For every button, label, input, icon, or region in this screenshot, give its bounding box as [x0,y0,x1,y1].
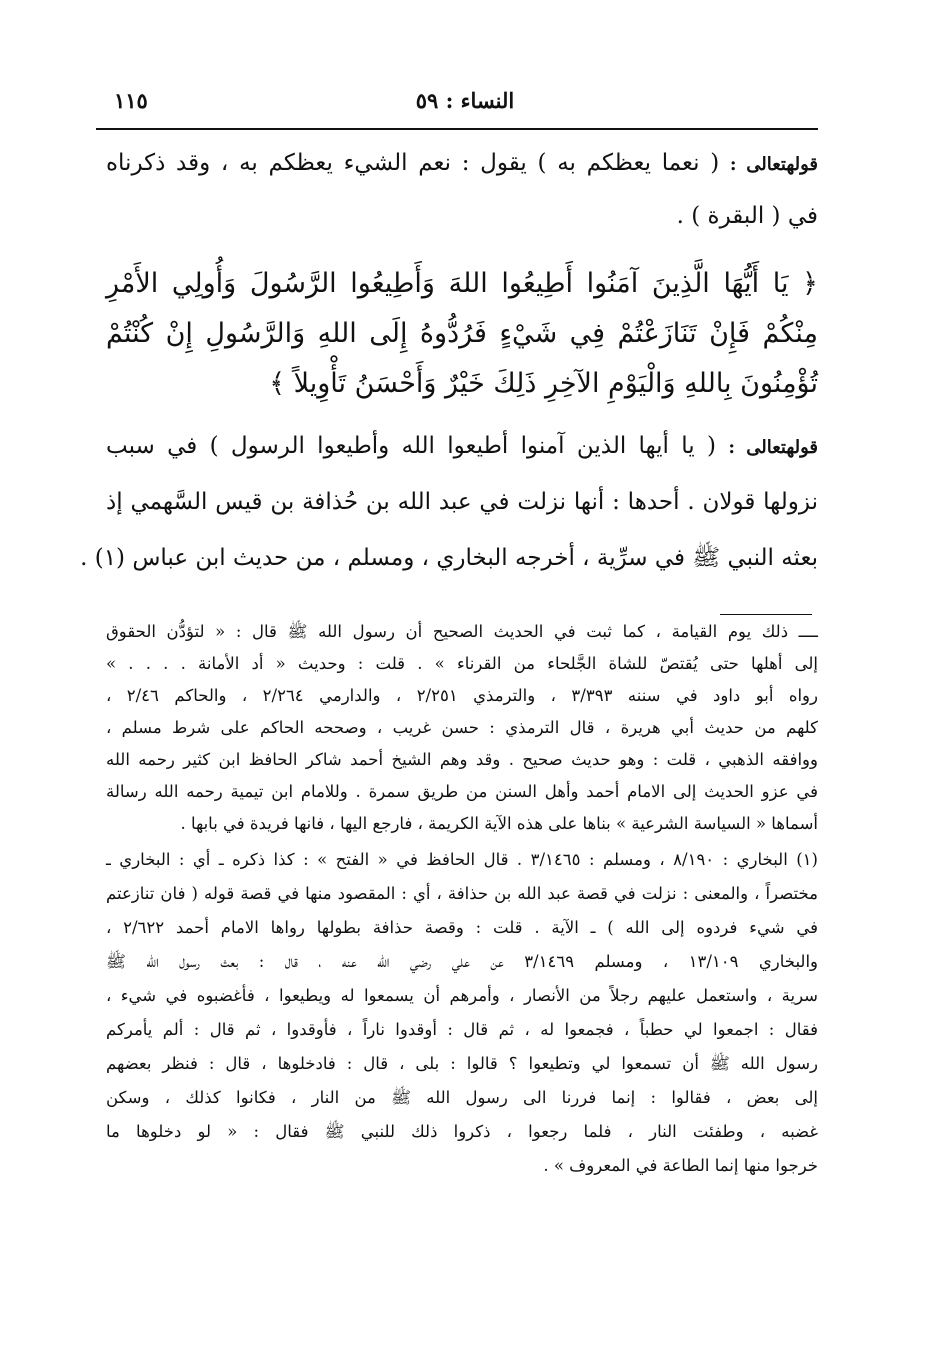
para1-text-1: ( نعما يعظكم به ) يقول : نعم الشيء يعظكم به ، وقد ذكرناه [106,150,720,176]
header-rule [96,128,818,130]
footnote-line: رواه أبو داود في سننه ٣/٣٩٣ ، والترمذي ٢/٢٥١ ، والدارمي ٢/٢٦٤ ، والحاكم ٢/٤٦ ، [106,686,818,705]
footnote-1-line: في شيء فردوه إلى الله ) ـ الآية . قلت : وقصة حذافة بطولها رواها الامام أحمد ٢/٦٢٢ ، [106,918,818,937]
running-title: النساء : ٥٩ [415,88,515,113]
footnote-1-line: سرية ، واستعمل عليهم رجلاً من الأنصار ، وأمرهم أن يسمعوا له ويطيعوا ، فأغضبوه في شيء ، [106,986,818,1005]
footnote-1-line: إلى بعض ، فقالوا : إنما فررنا الى رسول الله ﷺ من النار ، فكانوا كذلك ، وسكن [106,1088,818,1107]
footnote-1-line: (١) البخاري : ٨/١٩٠ ، ومسلم : ٣/١٤٦٥ . قال الحافظ في « الفتح » : كذا ذكره ـ أي : البخاري ـ [106,850,818,869]
footnote-line: ووافقه الذهبي ، قلت : وهو حديث صحيح . وقد وهم الشيخ أحمد شاكر الحافظ ابن كثير رحمه الله [106,750,818,769]
footnote-line: كلهم من حديث أبي هريرة ، قال الترمذي : حسن غريب ، وصححه الحاكم على شرط مسلم ، [106,718,818,737]
footnote-1-line: غضبه ، وطفئت النار ، فلما رجعوا ، ذكروا ذلك للنبي ﷺ فقال : « لو دخلوها ما [106,1122,818,1141]
footnote-1-line: مختصراً ، والمعنى : نزلت في قصة عبد الله بن حذافة ، أي : المقصود منها في قصة قوله ( فان تنازعتم [106,884,818,903]
para1-line-2: في ( البقرة ) . [676,203,818,229]
para1-line-1 [106,145,818,183]
para2-label: قولهتعالى : [728,437,819,458]
footnote-1-line: رسول الله ﷺ أن تسمعوا لي وتطيعوا ؟ قالوا : بلى ، قال : فادخلوها ، قال : فنظر بعضهم [106,1054,818,1073]
para2-line-1 [106,428,818,466]
verse-line-1: ﴿ يَا أَيُّهَا الَّذِينَ آمَنُوا أَطِيعُوا اللهَ وَأَطِيعُوا الرَّسُولَ وَأُولِي الأَمْرِ [106,268,818,299]
footnote-line: في عزو الحديث إلى الامام أحمد وأهل السنن من طريق سمرة . وللامام ابن تيمية رحمه الله رسالة [106,782,818,801]
verse-line-3: تُؤْمِنُونَ بِاللهِ وَالْيَوْمِ الآخِرِ ذَلِكَ خَيْرٌ وَأَحْسَنُ تَأْوِيلاً ﴾ [269,368,818,399]
footnote-1-line: خرجوا منها إنما الطاعة في المعروف » . [543,1156,818,1175]
footnote-line: أسماها « السياسة الشرعية » بناها على هذه الآية الكريمة ، فارجع اليها ، فانها فريدة في بابها . [180,814,818,833]
para1-label: قولهتعالى : [729,154,819,175]
footnote-1-line: والبخاري ١٣/١٠٩ ، ومسلم ٣/١٤٦٩ عن علي رضي الله عنه ، قال : بعث رسول الله ﷺ [106,952,818,971]
verse-line-2: مِنْكُمْ فَإِنْ تَنَازَعْتُمْ فِي شَيْءٍ فَرُدُّوهُ إِلَى اللهِ وَالرَّسُولِ إِنْ كُنْتُمْ [106,318,818,349]
para2-text-1: ( يا أيها الذين آمنوا أطيعوا الله وأطيعوا الرسول ) في سبب [106,433,716,459]
footnote-line: إلى أهلها حتى يُقتصّ للشاة الجَّلحاء من القرناء » . قلت : وحديث « أد الأمانة . . . . » [106,654,818,673]
para2-line-2: نزولها قولان . أحدها : أنها نزلت في عبد الله بن حُذافة بن قيس السَّهمي إذ [106,489,818,515]
para2-line-3: بعثه النبي ﷺ في سرِّية ، أخرجه البخاري ، ومسلم ، من حديث ابن عباس (١) . [80,545,818,571]
footnote-separator [720,614,812,615]
footnote-1-line: فقال : اجمعوا لي حطباً ، فجمعوا له ، ثم قال : أوقدوا ناراً ، فأوقدوا ، ثم قال : ألم يأمركم [106,1020,818,1039]
footnote-line: ــــ ذلك يوم القيامة ، كما ثبت في الحديث الصحيح أن رسول الله ﷺ قال : « لتؤدُّن الحقوق [106,622,818,641]
page-number: ١١٥ [114,88,148,113]
